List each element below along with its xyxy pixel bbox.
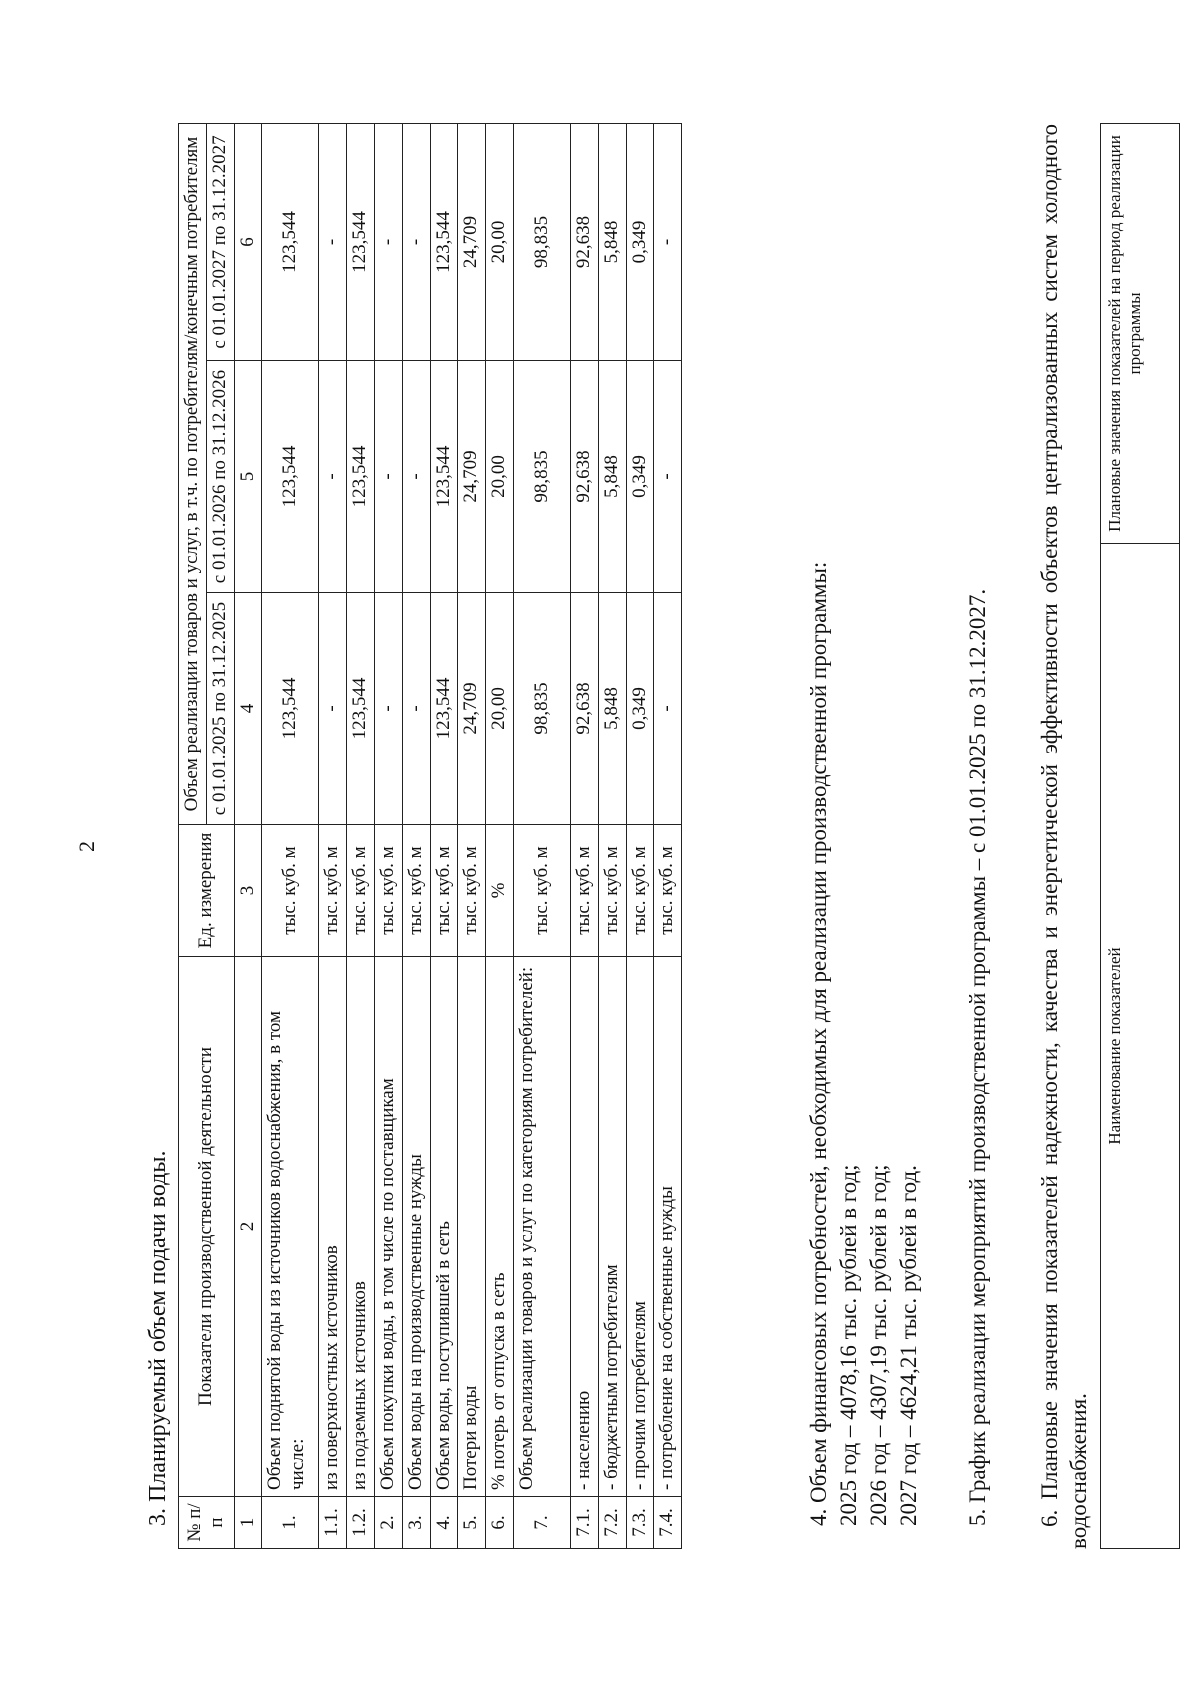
row-name: - бюджетным потребителям — [598, 957, 626, 1497]
row-num: 4. — [430, 1497, 458, 1549]
indicators-table — [1100, 123, 1180, 1549]
row-value-2026: 123,544 — [262, 361, 319, 593]
row-value-2027: 123,544 — [347, 123, 375, 360]
row-value-2026: - — [402, 361, 430, 593]
row-num: 7.1. — [570, 1497, 598, 1549]
row-value-2025: - — [374, 593, 402, 825]
row-name: Потери воды — [458, 957, 486, 1497]
row-value-2026: 5,848 — [598, 361, 626, 593]
header-unit: Ед. измерения — [179, 825, 235, 957]
row-value-2026: 92,638 — [570, 361, 598, 593]
section-3-title: 3. Планируемый объем подачи воды. — [145, 1150, 171, 1526]
water-supply-table — [178, 123, 682, 1549]
row-unit: тыс. куб. м — [430, 825, 458, 957]
header-plan-values: Плановые значения показателей на период реализации программы — [1101, 124, 1180, 544]
row-value-2025: 123,544 — [262, 593, 319, 825]
table-row — [486, 123, 514, 1548]
row-name: - населению — [570, 957, 598, 1497]
col-number: 6 — [234, 123, 262, 360]
row-value-2025: 5,848 — [598, 593, 626, 825]
row-value-2027: - — [319, 123, 347, 360]
row-unit: % — [486, 825, 514, 957]
row-value-2026: 24,709 — [458, 361, 486, 593]
row-unit: тыс. куб. м — [262, 825, 319, 957]
col-number: 4 — [234, 593, 262, 825]
row-unit: тыс. куб. м — [570, 825, 598, 957]
row-value-2026: 0,349 — [626, 361, 654, 593]
table-row — [262, 123, 319, 1548]
row-value-2026: 123,544 — [430, 361, 458, 593]
row-value-2025: 123,544 — [347, 593, 375, 825]
row-num: 3. — [402, 1497, 430, 1549]
table-row — [319, 123, 347, 1548]
row-value-2027: 123,544 — [262, 123, 319, 360]
row-name: - потребление на собственные нужды — [654, 957, 682, 1497]
header-volume-group: Объем реализации товаров и услуг, в т.ч. по потребителям/конечным потребителям — [179, 123, 207, 824]
row-value-2025: 0,349 — [626, 593, 654, 825]
table-row — [513, 123, 570, 1548]
row-value-2027: 20,00 — [486, 123, 514, 360]
row-value-2025: - — [654, 593, 682, 825]
row-name: Объем воды на производственные нужды — [402, 957, 430, 1497]
row-name: Объем поднятой воды из источников водоснабжения, в том числе: — [262, 957, 319, 1497]
col-number: 2 — [234, 957, 262, 1497]
row-unit: тыс. куб. м — [402, 825, 430, 957]
col-number: 3 — [234, 825, 262, 957]
row-value-2026: - — [654, 361, 682, 593]
row-value-2027: 123,544 — [430, 123, 458, 360]
financial-need-2027: 2027 год – 4624,21 тыс. рублей в год. — [896, 1165, 921, 1526]
section-4-title: 4. Объем финансовых потребностей, необходимых для реализации производственной программы: — [806, 561, 831, 1526]
table-row — [347, 123, 375, 1548]
row-num: 5. — [458, 1497, 486, 1549]
row-value-2027: 5,848 — [598, 123, 626, 360]
table-row — [654, 123, 682, 1548]
row-value-2027: 0,349 — [626, 123, 654, 360]
row-value-2025: 92,638 — [570, 593, 598, 825]
row-unit: тыс. куб. м — [654, 825, 682, 957]
header-period-2027: с 01.01.2027 по 31.12.2027 — [206, 123, 234, 360]
row-value-2027: 24,709 — [458, 123, 486, 360]
row-num: 2. — [374, 1497, 402, 1549]
row-num: 1.2. — [347, 1497, 375, 1549]
row-num: 7.2. — [598, 1497, 626, 1549]
row-value-2026: 123,544 — [347, 361, 375, 593]
header-indicator: Показатели производственной деятельности — [179, 957, 235, 1497]
header-num: № п/п — [179, 1497, 235, 1549]
row-value-2025: 24,709 — [458, 593, 486, 825]
row-num: 6. — [486, 1497, 514, 1549]
row-value-2025: 20,00 — [486, 593, 514, 825]
row-value-2026: 20,00 — [486, 361, 514, 593]
row-value-2025: 98,835 — [513, 593, 570, 825]
row-unit: тыс. куб. м — [347, 825, 375, 957]
row-value-2027: 92,638 — [570, 123, 598, 360]
row-unit: тыс. куб. м — [374, 825, 402, 957]
column-number-row — [234, 123, 262, 1548]
row-unit: тыс. куб. м — [458, 825, 486, 957]
table-row — [626, 123, 654, 1548]
row-value-2025: - — [319, 593, 347, 825]
table-row — [430, 123, 458, 1548]
row-name: % потерь от отпуска в сеть — [486, 957, 514, 1497]
row-value-2025: - — [402, 593, 430, 825]
table-row — [402, 123, 430, 1548]
header-period-2025: с 01.01.2025 по 31.12.2025 — [206, 593, 234, 825]
row-num: 7. — [513, 1497, 570, 1549]
row-unit: тыс. куб. м — [626, 825, 654, 957]
row-value-2027: 98,835 — [513, 123, 570, 360]
row-num: 7.3. — [626, 1497, 654, 1549]
row-unit: тыс. куб. м — [513, 825, 570, 957]
section-6-title: 6. Плановые значения показателей надежности, качества и энергетической эффективности объектов централизованных систем холодного водоснабжения. — [1037, 124, 1091, 1549]
col-number: 5 — [234, 361, 262, 593]
row-value-2026: - — [374, 361, 402, 593]
row-value-2025: 123,544 — [430, 593, 458, 825]
row-name: из поверхностных источников — [319, 957, 347, 1497]
financial-need-2026: 2026 год – 4307,19 тыс. рублей в год; — [866, 1164, 891, 1526]
row-unit: тыс. куб. м — [319, 825, 347, 957]
row-name: Объем покупки воды, в том числе по поставщикам — [374, 957, 402, 1497]
table-row — [598, 123, 626, 1548]
row-name: Объем воды, поступившей в сеть — [430, 957, 458, 1497]
row-name: Объем реализации товаров и услуг по категориям потребителей: — [513, 957, 570, 1497]
header-indicator-name: Наименование показателей — [1101, 544, 1180, 1549]
row-value-2027: - — [654, 123, 682, 360]
table-row — [374, 123, 402, 1548]
row-value-2026: - — [319, 361, 347, 593]
row-value-2026: 98,835 — [513, 361, 570, 593]
row-num: 7.4. — [654, 1497, 682, 1549]
page-number: 2 — [74, 841, 99, 852]
col-number: 1 — [234, 1497, 262, 1549]
section-5-schedule: 5. График реализации мероприятий производственной программы – с 01.01.2025 по 31.12.2027. — [965, 588, 990, 1526]
row-num: 1.1. — [319, 1497, 347, 1549]
row-name: из подземных источников — [347, 957, 375, 1497]
table-row — [570, 123, 598, 1548]
row-value-2027: - — [374, 123, 402, 360]
indicators-header-row — [1101, 124, 1180, 1549]
row-num: 1. — [262, 1497, 319, 1549]
table-row — [458, 123, 486, 1548]
financial-need-2025: 2025 год – 4078,16 тыс. рублей в год; — [836, 1164, 861, 1526]
row-name: - прочим потребителям — [626, 957, 654, 1497]
row-unit: тыс. куб. м — [598, 825, 626, 957]
row-value-2027: - — [402, 123, 430, 360]
header-period-2026: с 01.01.2026 по 31.12.2026 — [206, 361, 234, 593]
